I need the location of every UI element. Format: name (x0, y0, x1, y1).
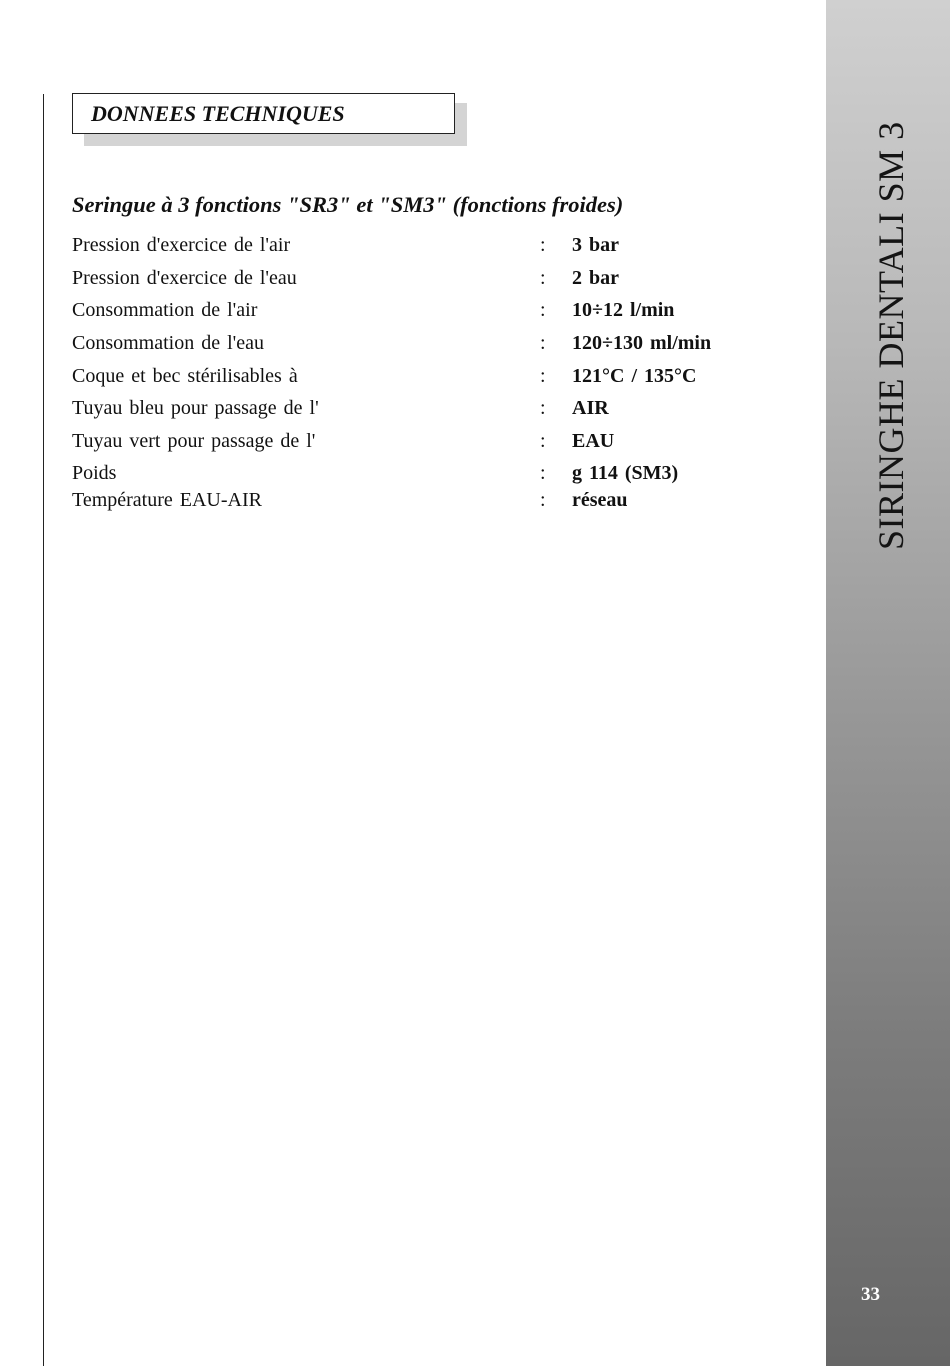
spec-row (72, 299, 792, 327)
spec-row (72, 462, 792, 490)
spec-row (72, 365, 792, 393)
spec-separator: : (540, 332, 546, 354)
spec-value: 120÷130 ml/min (572, 332, 712, 354)
subtitle: Seringue à 3 fonctions "SR3" et "SM3" (fonctions froides) (72, 192, 624, 217)
spec-separator: : (540, 397, 546, 419)
spec-row (72, 267, 792, 295)
spec-row (72, 332, 792, 360)
spec-label: Pression d'exercice de l'air (72, 234, 291, 256)
spec-separator: : (540, 299, 546, 321)
spec-value: 2 bar (572, 267, 619, 289)
spec-row (72, 430, 792, 458)
spec-separator: : (540, 365, 546, 387)
spec-label: Température EAU-AIR (72, 489, 262, 511)
spec-label: Poids (72, 462, 117, 484)
section-title: DONNEES TECHNIQUES (91, 101, 345, 126)
spec-label: Consommation de l'eau (72, 332, 265, 354)
spec-separator: : (540, 430, 546, 452)
spec-label: Consommation de l'air (72, 299, 258, 321)
spec-value: 121°C / 135°C (572, 365, 697, 387)
spec-label: Tuyau bleu pour passage de l' (72, 397, 319, 419)
spec-label: Tuyau vert pour passage de l' (72, 430, 316, 452)
left-margin-rule (43, 94, 44, 1366)
spec-value: 10÷12 l/min (572, 299, 675, 321)
spec-separator: : (540, 489, 546, 511)
spec-row (72, 489, 792, 517)
spec-row (72, 234, 792, 262)
spec-value: AIR (572, 397, 609, 419)
spec-label: Coque et bec stérilisables à (72, 365, 298, 387)
spec-row (72, 397, 792, 425)
page-number: 33 (861, 1284, 880, 1305)
spec-value: 3 bar (572, 234, 619, 256)
spec-label: Pression d'exercice de l'eau (72, 267, 297, 289)
spec-value: réseau (572, 489, 628, 511)
spec-value: g 114 (SM3) (572, 462, 679, 484)
side-title: SIRINGHE DENTALI SM 3 (871, 121, 911, 550)
spec-separator: : (540, 267, 546, 289)
spec-value: EAU (572, 430, 615, 452)
spec-separator: : (540, 234, 546, 256)
section-header-box (72, 93, 455, 134)
spec-separator: : (540, 462, 546, 484)
